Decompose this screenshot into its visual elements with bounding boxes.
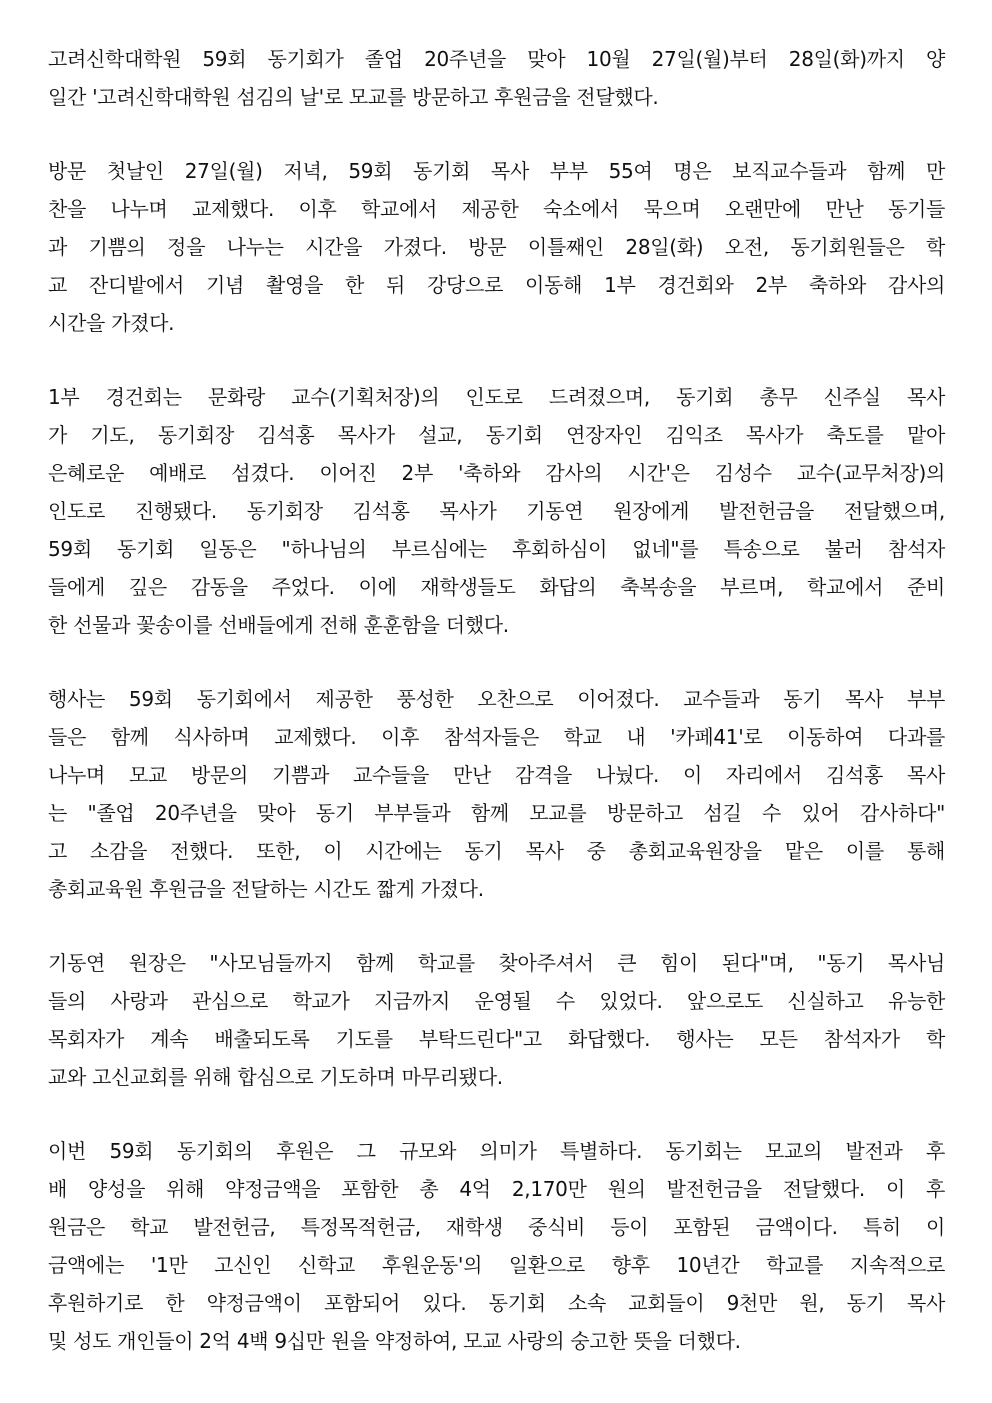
- text-line: 행사는 59회 동기회에서 제공한 풍성한 오찬으로 이어졌다. 교수들과 동기 목사 부부: [48, 687, 946, 711]
- text-line: 들은 함께 식사하며 교제했다. 이후 참석자들은 학교 내 '카페41'로 이동하여 다과를: [48, 725, 945, 749]
- text-line: 들에게 깊은 감동을 주었다. 이에 재학생들도 화답의 축복송을 부르며, 학교에서 준비: [48, 575, 945, 599]
- text-line: 한 선물과 꽃송이를 선배들에게 전해 훈훈함을 더했다.: [48, 613, 509, 637]
- text-line: 방문 첫날인 27일(월) 저녁, 59회 동기회 목사 부부 55여 명은 보직교수들과 함께 만: [48, 159, 945, 183]
- text-line: 가 기도, 동기회장 김석홍 목사가 설교, 동기회 연장자인 김익조 목사가 축도를 맡아: [48, 423, 945, 447]
- paragraph-worship-service: [48, 378, 945, 644]
- text-line: 후원하기로 한 약정금액이 포함되어 있다. 동기회 소속 교회들이 9천만 원, 동기 목사: [48, 1291, 945, 1315]
- text-line: 1부 경건회는 문화랑 교수(기획처장)의 인도로 드려졌으며, 동기회 총무 신주실 목사: [48, 385, 945, 409]
- text-line: 과 기쁨의 정을 나누는 시간을 가졌다. 방문 이틀째인 28일(화) 오전, 동기회원들은 학: [48, 235, 945, 259]
- text-line: 들의 사랑과 관심으로 학교가 지금까지 운영될 수 있었다. 앞으로도 신실하고 유능한: [48, 989, 945, 1013]
- text-line: 59회 동기회 일동은 "하나님의 부르심에는 후회하심이 없네"를 특송으로 불러 참석자: [48, 537, 945, 561]
- text-line: 시간을 가졌다.: [48, 311, 175, 335]
- text-line: 총회교육원 후원금을 전달하는 시간도 짧게 가졌다.: [48, 877, 484, 901]
- text-line: 원금은 학교 발전헌금, 특정목적헌금, 재학생 중식비 등이 포함된 금액이다. 특히 이: [48, 1215, 946, 1239]
- paragraph-president-response: [48, 944, 945, 1096]
- paragraph-donation-details: [48, 1132, 945, 1360]
- text-line: 및 성도 개인들이 2억 4백 9십만 원을 약정하여, 모교 사랑의 숭고한 뜻을 더했다.: [48, 1329, 741, 1353]
- text-line: 교 잔디밭에서 기념 촬영을 한 뒤 강당으로 이동해 1부 경건회와 2부 축하와 감사의: [48, 273, 945, 297]
- text-line: 목회자가 계속 배출되도록 기도를 부탁드린다"고 화답했다. 행사는 모든 참석자가 학: [48, 1027, 945, 1051]
- text-line: 금액에는 '1만 고신인 신학교 후원운동'의 일환으로 향후 10년간 학교를 지속적으로: [48, 1253, 945, 1277]
- paragraph-intro: [48, 40, 945, 116]
- text-line: 찬을 나누며 교제했다. 이후 학교에서 제공한 숙소에서 묵으며 오랜만에 만난 동기들: [48, 197, 945, 221]
- text-line: 고려신학대학원 59회 동기회가 졸업 20주년을 맞아 10월 27일(월)부터 28일(화)까지 양: [48, 47, 945, 71]
- text-line: 교와 고신교회를 위해 합심으로 기도하며 마무리됐다.: [48, 1065, 503, 1089]
- text-line: 배 양성을 위해 약정금액을 포함한 총 4억 2,170만 원의 발전헌금을 전달했다. 이 후: [48, 1177, 945, 1201]
- text-line: 인도로 진행됐다. 동기회장 김석홍 목사가 기동연 원장에게 발전헌금을 전달했으며,: [48, 499, 945, 523]
- paragraph-first-day: [48, 152, 945, 342]
- paragraph-luncheon: [48, 680, 945, 908]
- text-line: 고 소감을 전했다. 또한, 이 시간에는 동기 목사 중 총회교육원장을 맡은 이를 통해: [48, 839, 945, 863]
- text-line: 이번 59회 동기회의 후원은 그 규모와 의미가 특별하다. 동기회는 모교의 발전과 후: [48, 1139, 945, 1163]
- text-line: 은혜로운 예배로 섬겼다. 이어진 2부 '축하와 감사의 시간'은 김성수 교수(교무처장)의: [48, 461, 945, 485]
- document-body: [48, 40, 945, 1396]
- text-line: 나누며 모교 방문의 기쁨과 교수들을 만난 감격을 나눴다. 이 자리에서 김석홍 목사: [48, 763, 945, 787]
- text-line: 일간 '고려신학대학원 섬김의 날'로 모교를 방문하고 후원금을 전달했다.: [48, 85, 659, 109]
- text-line: 기동연 원장은 "사모님들까지 함께 학교를 찾아주셔서 큰 힘이 된다"며, "동기 목사님: [48, 951, 945, 975]
- text-line: 는 "졸업 20주년을 맞아 동기 부부들과 함께 모교를 방문하고 섬길 수 있어 감사하다": [48, 801, 945, 825]
